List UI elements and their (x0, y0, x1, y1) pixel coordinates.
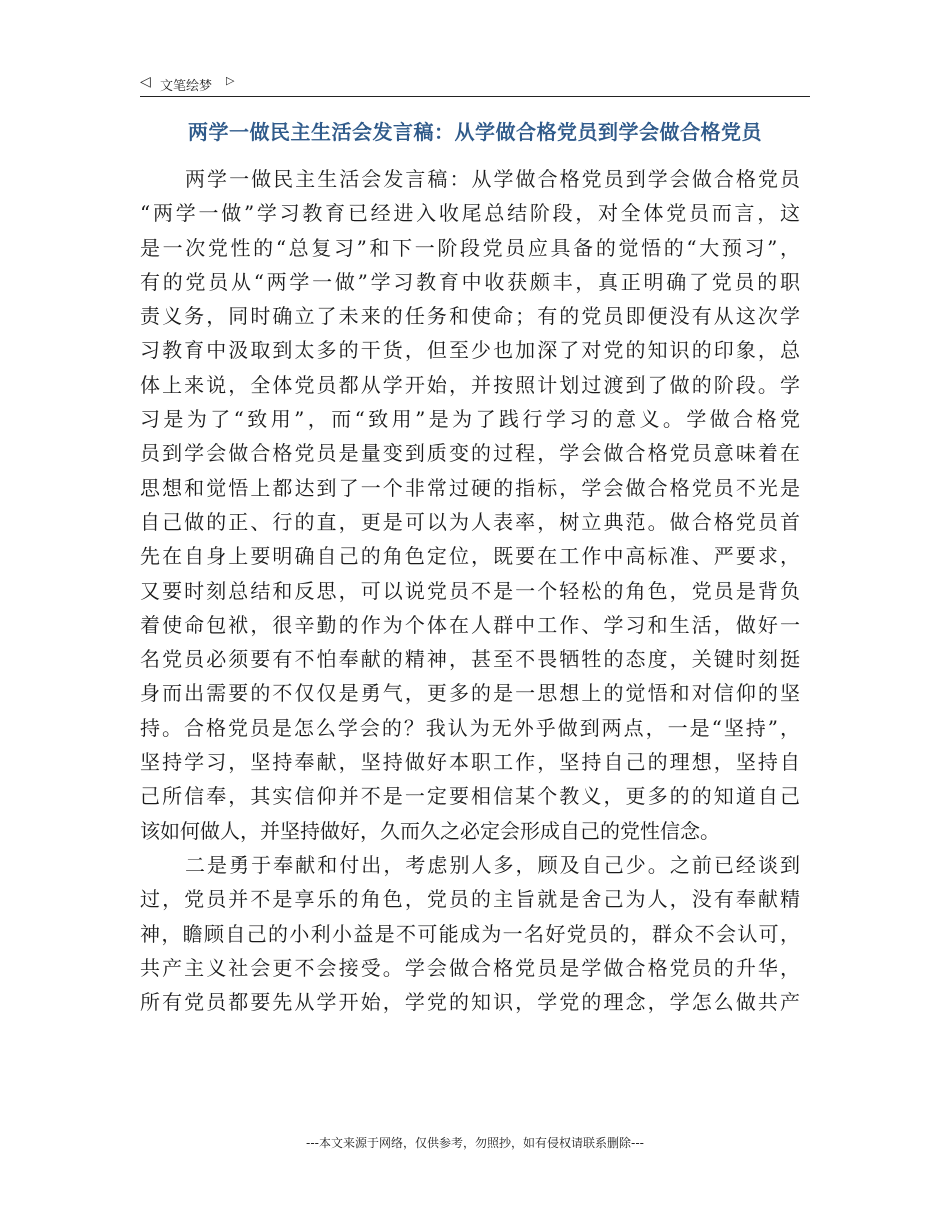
body-line: 己所信奉，其实信仰并不是一定要相信某个教义，更多的的知道自己 (140, 784, 800, 809)
body-line: 二是勇于奉献和付出，考虑别人多，顾及自己少。之前已经谈到 (185, 852, 800, 877)
body-line: 体上来说，全体党员都从学开始，并按照计划过渡到了做的阶段。学 (140, 372, 800, 397)
body-line: 有的党员从“两学一做”学习教育中收获颇丰，真正明确了党员的职 (140, 269, 800, 294)
triangle-left-icon: ◁ (140, 74, 151, 90)
body-line: 着使命包袱，很辛勤的作为个体在人群中工作、学习和生活，做好一 (140, 612, 800, 637)
document-body (140, 162, 800, 1019)
page-header (140, 72, 810, 97)
body-line: 责义务，同时确立了未来的任务和使命；有的党员即便没有从这次学 (140, 304, 800, 329)
body-line: 自己做的正、行的直，更是可以为人表率，树立典范。做合格党员首 (140, 509, 800, 534)
page-footer: ---本文来源于网络，仅供参考，勿照抄，如有侵权请联系删除--- (306, 1136, 644, 1150)
body-line: 持。合格党员是怎么学会的？我认为无外乎做到两点，一是“坚持”， (140, 715, 800, 740)
body-line: 先在自身上要明确自己的角色定位，既要在工作中高标准、严要求， (140, 544, 800, 569)
body-line: 所有党员都要先从学开始，学党的知识，学党的理念，学怎么做共产 (140, 990, 800, 1015)
body-line: 是一次党性的“总复习”和下一阶段党员应具备的觉悟的“大预习”， (140, 235, 800, 260)
document-title: 两学一做民主生活会发言稿：从学做合格党员到学会做合格党员 (188, 120, 762, 144)
body-line: 过，党员并不是享乐的角色，党员的主旨就是舍己为人，没有奉献精 (140, 887, 800, 912)
body-line: 又要时刻总结和反思，可以说党员不是一个轻松的角色，党员是背负 (140, 578, 800, 603)
triangle-right-icon: ▷ (226, 74, 235, 87)
body-line: 坚持学习，坚持奉献，坚持做好本职工作，坚持自己的理想，坚持自 (140, 750, 800, 775)
body-line: 两学一做民主生活会发言稿：从学做合格党员到学会做合格党员 (185, 167, 800, 191)
header-brand: 文笔绘梦 (160, 79, 213, 94)
body-line: 习教育中汲取到太多的干货，但至少也加深了对党的知识的印象，总 (140, 338, 800, 363)
body-line: 习是为了“致用”，而“致用”是为了践行学习的意义。学做合格党 (140, 407, 800, 432)
body-line: 名党员必须要有不怕奉献的精神，甚至不畏牺牲的态度，关键时刻挺 (140, 647, 800, 672)
body-line: 员到学会做合格党员是量变到质变的过程，学会做合格党员意味着在 (140, 441, 800, 466)
body-line: 思想和觉悟上都达到了一个非常过硬的指标，学会做合格党员不光是 (140, 475, 800, 500)
body-line: 该如何做人，并坚持做好，久而久之必定会形成自己的党性信念。 (140, 818, 720, 843)
body-line: 身而出需要的不仅仅是勇气，更多的是一思想上的觉悟和对信仰的坚 (140, 681, 800, 706)
body-line: 共产主义社会更不会接受。学会做合格党员是学做合格党员的升华， (140, 955, 800, 980)
body-line: 神，瞻顾自己的小利小益是不可能成为一名好党员的，群众不会认可， (140, 921, 800, 946)
body-line: “两学一做”学习教育已经进入收尾总结阶段，对全体党员而言，这 (140, 201, 800, 226)
